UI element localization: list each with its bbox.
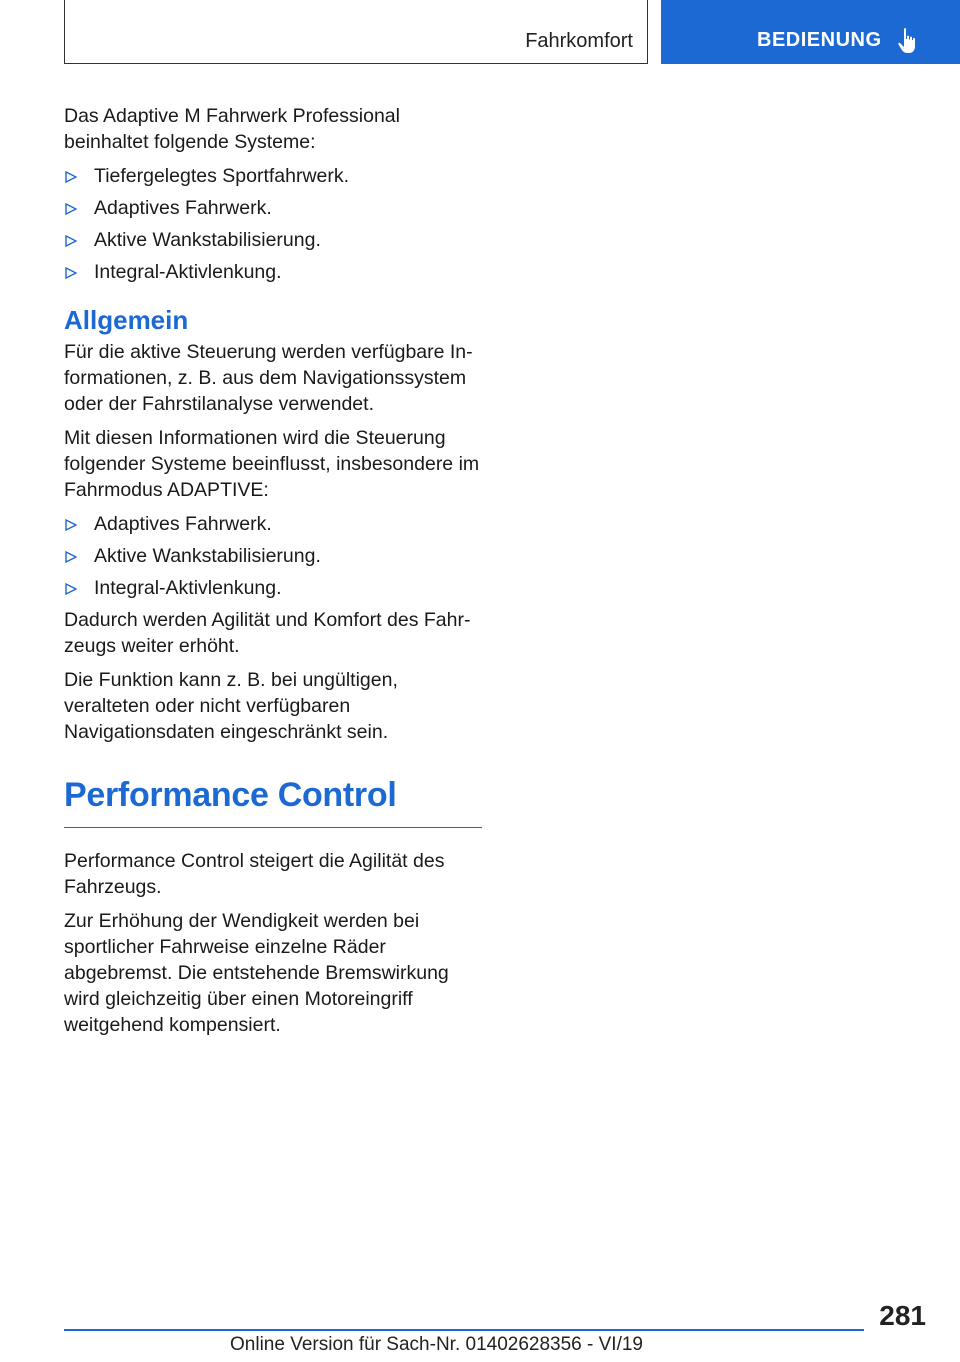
allgemein-paragraph-2: Mit diesen Informationen wird die Steuerung folgender Systeme beeinflusst, insbesondere im Fahrmodus ADAPTIVE: <box>64 427 480 501</box>
list-item-text: Tiefergelegtes Sportfahrwerk. <box>94 165 350 187</box>
triangle-bullet-icon <box>65 235 77 247</box>
allgemein-paragraph-1: Für die aktive Steuerung werden verfügbare Informationen, z. B. aus dem Navigationssystem oder der Fahrstilanalyse verwendet. <box>64 341 473 415</box>
performance-paragraph-1: Performance Control steigert die Agilität des Fahrzeugs. <box>64 850 445 898</box>
list-item-text: Aktive Wankstabilisierung. <box>94 545 321 567</box>
performance-paragraph-2: Zur Erhöhung der Wendigkeit werden bei sportlicher Fahrweise einzelne Räder abgebremst. Die entstehende Bremswirkung wird gleichzeitig über einen Motoreingriff weitgehend kompensiert. <box>64 910 449 1036</box>
header-section-box <box>64 0 648 64</box>
list-item-text: Adaptives Fahrwerk. <box>94 513 272 535</box>
allgemein-heading: Allgemein <box>64 305 189 335</box>
triangle-bullet-icon <box>65 519 77 531</box>
list-item-text: Aktive Wankstabilisierung. <box>94 229 321 251</box>
list-item-text: Integral-Aktivlenkung. <box>94 261 282 283</box>
intro-list <box>64 163 482 285</box>
allgemein-list <box>64 511 482 601</box>
footer-divider <box>64 1329 864 1331</box>
list-item <box>64 543 482 569</box>
allgemein-paragraph-4: Die Funktion kann z. B. bei ungültigen, veralteten oder nicht verfügbaren Navigationsdaten eingeschränkt sein. <box>64 669 398 743</box>
triangle-bullet-icon <box>65 267 77 279</box>
header-chapter-tab[interactable] <box>661 0 960 64</box>
hand-pointer-icon <box>896 27 920 55</box>
page-number: 281 <box>879 1300 926 1331</box>
list-item-text: Adaptives Fahrwerk. <box>94 197 272 219</box>
list-item <box>64 195 482 221</box>
header-section-title: Fahrkomfort <box>525 30 633 52</box>
list-item <box>64 575 482 601</box>
list-item <box>64 511 482 537</box>
footer-text: Online Version für Sach-Nr. 01402628356 - VI/19 <box>230 1334 643 1355</box>
triangle-bullet-icon <box>65 551 77 563</box>
allgemein-paragraph-3: Dadurch werden Agilität und Komfort des Fahrzeugs weiter erhöht. <box>64 609 471 657</box>
triangle-bullet-icon <box>65 171 77 183</box>
list-item <box>64 227 482 253</box>
header-chapter-label: BEDIENUNG <box>757 29 882 51</box>
intro-text: Das Adaptive M Fahrwerk Professional beinhaltet folgende Systeme: <box>64 105 400 153</box>
performance-heading: Performance Control <box>64 775 482 828</box>
list-item-text: Integral-Aktivlenkung. <box>94 577 282 599</box>
triangle-bullet-icon <box>65 583 77 595</box>
main-content <box>64 103 482 1046</box>
list-item <box>64 259 482 285</box>
list-item <box>64 163 482 189</box>
triangle-bullet-icon <box>65 203 77 215</box>
